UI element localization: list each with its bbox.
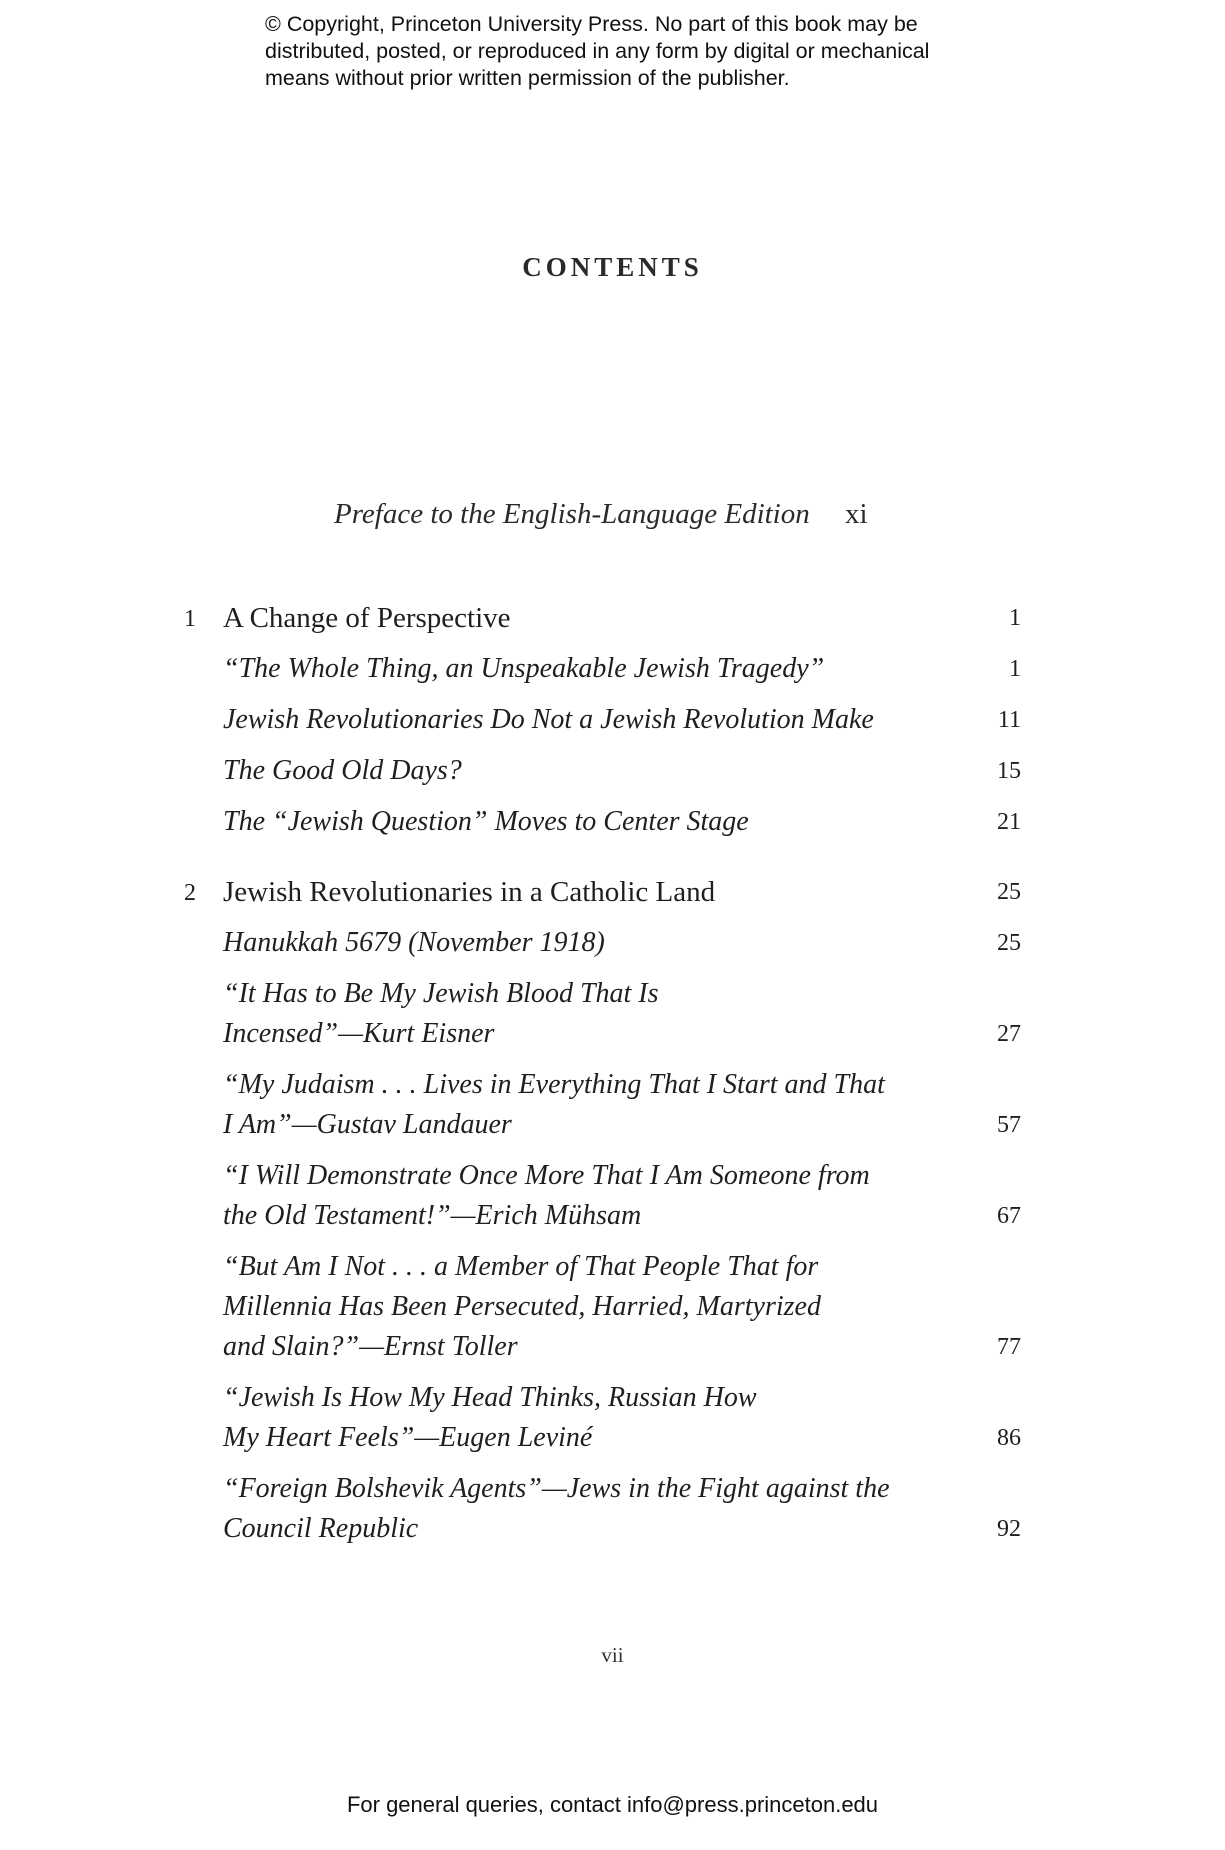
preface-page: xi: [845, 498, 868, 530]
section-page: 25: [997, 930, 1021, 956]
section-title: My Heart Feels”—Eugen Leviné: [223, 1422, 593, 1453]
section-title: Jewish Revolutionaries Do Not a Jewish Revolution Make: [223, 704, 874, 735]
section-title: “My Judaism . . . Lives in Everything That I Start and That: [223, 1069, 885, 1100]
footer-queries: For general queries, contact info@press.princeton.edu: [346, 1792, 879, 1817]
section-title: The Good Old Days?: [223, 755, 462, 786]
copyright-line: means without prior written permission of the publisher.: [265, 66, 790, 90]
section-title: The “Jewish Question” Moves to Center Stage: [223, 806, 749, 837]
contents-heading: CONTENTS: [522, 252, 703, 282]
section-title: “But Am I Not . . . a Member of That People That for: [223, 1251, 819, 1282]
section-page: 15: [997, 758, 1021, 784]
chapter-number: 1: [184, 606, 196, 632]
chapter-page: 1: [1009, 605, 1021, 631]
section-title: Millennia Has Been Persecuted, Harried, Martyrized: [223, 1291, 821, 1322]
section-page: 21: [997, 809, 1021, 835]
page-folio: vii: [601, 1643, 624, 1667]
section-page: 86: [997, 1425, 1021, 1451]
section-page: 57: [997, 1112, 1021, 1138]
section-title: and Slain?”—Ernst Toller: [223, 1331, 518, 1362]
section-title: I Am”—Gustav Landauer: [223, 1109, 512, 1140]
copyright-line: © Copyright, Princeton University Press. No part of this book may be: [265, 12, 918, 36]
chapter-page: 25: [997, 879, 1021, 905]
section-title: “The Whole Thing, an Unspeakable Jewish Tragedy”: [223, 653, 825, 684]
preface-title: Preface to the English-Language Edition: [334, 498, 810, 530]
section-title: “It Has to Be My Jewish Blood That Is: [223, 978, 659, 1009]
section-title: the Old Testament!”—Erich Mühsam: [223, 1200, 642, 1231]
copyright-line: distributed, posted, or reproduced in any form by digital or mechanical: [265, 39, 930, 63]
chapter-title: Jewish Revolutionaries in a Catholic Land: [223, 876, 716, 908]
section-title: “Jewish Is How My Head Thinks, Russian How: [223, 1382, 757, 1413]
chapter-title: A Change of Perspective: [223, 602, 511, 634]
section-page: 77: [997, 1334, 1021, 1360]
section-title: Incensed”—Kurt Eisner: [223, 1018, 495, 1049]
section-page: 1: [1009, 656, 1021, 682]
chapter-number: 2: [184, 880, 196, 906]
section-page: 67: [997, 1203, 1021, 1229]
section-title: “Foreign Bolshevik Agents”—Jews in the Fight against the: [223, 1473, 890, 1504]
section-title: “I Will Demonstrate Once More That I Am Someone from: [223, 1160, 870, 1191]
copyright-notice: [265, 11, 1025, 92]
section-title: Hanukkah 5679 (November 1918): [223, 927, 605, 958]
section-page: 92: [997, 1516, 1021, 1542]
section-title: Council Republic: [223, 1513, 419, 1544]
preface-entry: [334, 498, 868, 531]
section-page: 11: [997, 707, 1021, 733]
section-page: 27: [997, 1021, 1021, 1047]
